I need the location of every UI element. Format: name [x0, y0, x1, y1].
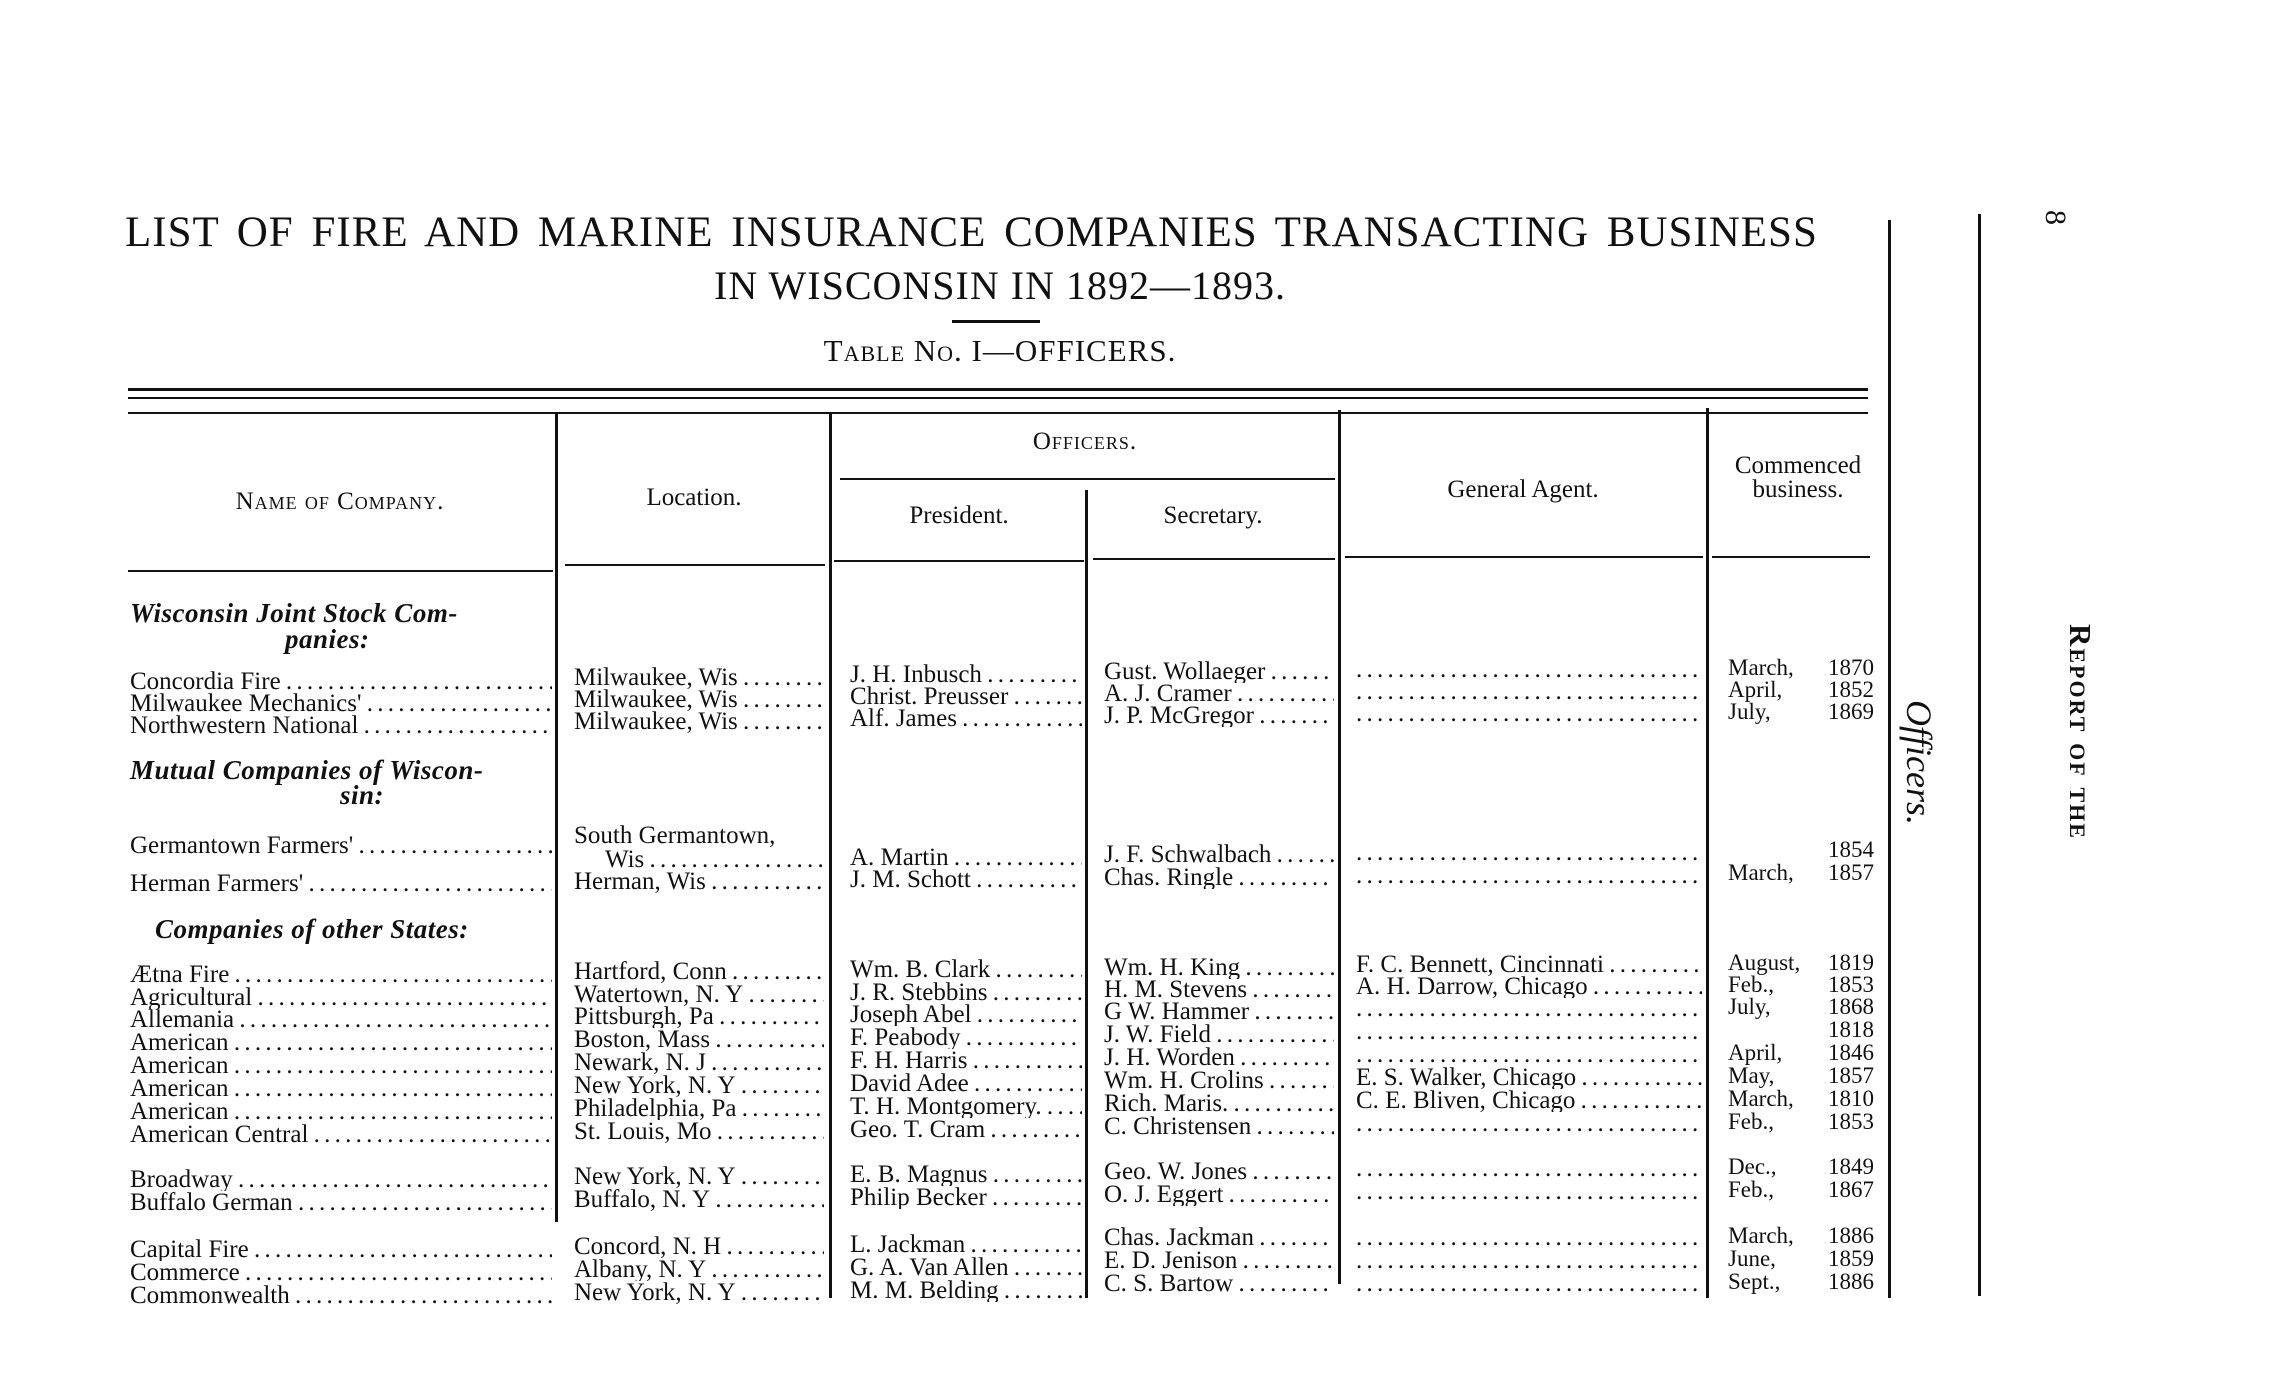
table-row-agent: A. H. Darrow, Chicago . . . — [1356, 975, 1702, 998]
table-row-president: J. R. Stebbins . . . — [850, 981, 1082, 1004]
table-row-president: Wm. B. Clark . . . — [850, 958, 1082, 981]
table-row-name: American . . . — [130, 1100, 552, 1123]
table-row-president: F. Peabody . . . — [850, 1026, 1082, 1049]
page-title-line2: IN WISCONSIN IN 1892—1893. — [714, 263, 1286, 308]
table-row-agent — [1356, 658, 1702, 681]
table-row-location: New York, N. Y . . . — [574, 1074, 824, 1097]
table-row-secretary: O. J. Eggert . . . — [1104, 1183, 1334, 1206]
table-row-location: Hartford, Conn . . . — [574, 960, 824, 983]
table-row-location: Herman, Wis . . . — [574, 870, 824, 893]
table-row-year: 1818 — [1828, 1017, 1874, 1042]
header-commenced-line2: business. — [1752, 476, 1844, 503]
table-row-president: M. M. Belding . . . — [850, 1279, 1082, 1302]
group-heading-mutual-cont: sin: — [340, 780, 385, 810]
table-row-secretary: E. D. Jenison . . . — [1104, 1249, 1334, 1272]
table-row-agent — [1356, 1157, 1702, 1180]
table-row-year: 1819 — [1828, 950, 1874, 975]
table-row-secretary: J. P. McGregor . . . — [1104, 704, 1334, 727]
header-rule-bottom-secretary — [1093, 558, 1335, 560]
table-row-location: Pittsburgh, Pa . . . — [574, 1005, 824, 1028]
table-row-secretary: G W. Hammer . . . — [1104, 1000, 1334, 1023]
header-name-of-company: Name of Company. — [235, 488, 445, 515]
table-row-month: April, — [1728, 677, 1783, 702]
table-row-agent — [1356, 1249, 1702, 1272]
table-row-president: Philip Becker . . . — [850, 1186, 1082, 1209]
table-row-month: July, — [1728, 994, 1771, 1019]
table-row-agent: C. E. Bliven, Chicago . . . — [1356, 1089, 1702, 1112]
table-row-secretary: Chas. Jackman . . . — [1104, 1226, 1334, 1249]
table-row-location: Watertown, N. Y . . . — [574, 983, 824, 1006]
header-rule-bottom-name — [128, 570, 553, 572]
group-heading-wisconsin-joint-stock-cont: panies: — [285, 624, 370, 654]
table-row-name: Commerce . . . — [130, 1261, 552, 1284]
table-row-president: Alf. James . . . — [850, 707, 1082, 730]
outer-margin-rule — [1978, 214, 1981, 1296]
table-row-month: Feb., — [1728, 1177, 1774, 1202]
table-row-year: 1854 — [1828, 837, 1874, 862]
table-row-name: Allemania . . . — [130, 1008, 552, 1031]
table-row-agent: F. C. Bennett, Cincinnati . . . — [1356, 953, 1702, 976]
table-row-year: 1810 — [1828, 1086, 1874, 1111]
table-row-agent — [1356, 864, 1702, 887]
header-commenced-line1: Commenced — [1734, 452, 1862, 479]
group-heading-wisconsin-joint-stock: Wisconsin Joint Stock Com- — [130, 598, 458, 628]
running-head-report: Report of the — [2063, 624, 2098, 840]
header-officers: Officers. — [1032, 428, 1138, 455]
table-row-secretary: Geo. W. Jones . . . — [1104, 1160, 1334, 1183]
table-row-president: G. A. Van Allen . . . — [850, 1256, 1082, 1279]
group-heading-mutual: Mutual Companies of Wiscon- — [130, 755, 484, 785]
table-row-month: March, — [1728, 655, 1794, 680]
table-row-secretary: J. H. Worden . . . — [1104, 1046, 1334, 1069]
table-row-month: Feb., — [1728, 1109, 1774, 1134]
table-row-president: T. H. Montgomery. . . . — [850, 1095, 1082, 1118]
table-row-secretary: Wm. H. King . . . — [1104, 956, 1334, 979]
table-row-location: Milwaukee, Wis . . . — [574, 666, 824, 689]
table-row-agent — [1356, 1272, 1702, 1295]
table-row-year: 1846 — [1828, 1040, 1874, 1065]
officers-span-rule — [840, 478, 1335, 480]
table-row-name: Ætna Fire . . . — [130, 963, 552, 986]
table-row-agent — [1356, 680, 1702, 703]
top-double-rule-2 — [128, 397, 1868, 399]
header-secretary: Secretary. — [1163, 502, 1263, 529]
header-president: President. — [909, 502, 1009, 529]
table-row-name: American . . . — [130, 1031, 552, 1054]
table-row-president: David Adee . . . — [850, 1072, 1082, 1095]
table-row-secretary: J. F. Schwalbach . . . — [1104, 843, 1334, 866]
table-row-name: American . . . — [130, 1054, 552, 1077]
group-heading-other-states: Companies of other States: — [155, 914, 469, 944]
table-row-location: New York, N. Y . . . — [574, 1165, 824, 1188]
table-row-year: 1869 — [1828, 699, 1874, 724]
top-double-rule-1 — [128, 388, 1868, 391]
table-row-year: 1886 — [1828, 1269, 1874, 1294]
header-general-agent: General Agent. — [1447, 476, 1599, 503]
col-divider-name — [555, 414, 558, 1222]
table-row-secretary: H. M. Stevens . . . — [1104, 978, 1334, 1001]
table-row-month: Dec., — [1728, 1154, 1777, 1179]
table-row-location: New York, N. Y . . . — [574, 1281, 824, 1304]
table-row-year: 1853 — [1828, 972, 1874, 997]
table-row-name: Broadway . . . — [130, 1168, 552, 1191]
table-row-year: 1853 — [1828, 1109, 1874, 1134]
table-row-president: Joseph Abel . . . — [850, 1003, 1082, 1026]
table-row-location: Albany, N. Y . . . — [574, 1258, 824, 1281]
side-caption-officers: Officers. — [1899, 700, 1939, 825]
table-row-month: June, — [1728, 1246, 1776, 1271]
table-row-secretary: Rich. Maris. . . . — [1104, 1092, 1334, 1115]
table-row-location: Buffalo, N. Y . . . — [574, 1188, 824, 1211]
table-row-agent — [1356, 702, 1702, 725]
table-row-location: St. Louis, Mo . . . — [574, 1120, 824, 1143]
table-row-name: Northwestern National . . . — [130, 714, 552, 737]
table-subtitle: Table No. I—OFFICERS. — [823, 333, 1177, 368]
table-row-month: July, — [1728, 699, 1771, 724]
col-divider-right — [1888, 220, 1891, 1298]
table-row-name: Germantown Farmers' . . . — [130, 834, 552, 857]
table-row-name: Capital Fire . . . — [130, 1238, 552, 1261]
table-row-location: Milwaukee, Wis . . . — [574, 710, 824, 733]
table-row-year: 1868 — [1828, 994, 1874, 1019]
table-row-month: August, — [1728, 950, 1801, 975]
header-location: Location. — [646, 484, 742, 511]
table-row-secretary: Wm. H. Crolins . . . — [1104, 1069, 1334, 1092]
col-divider-location — [829, 414, 832, 1298]
header-rule-top — [128, 412, 1868, 414]
table-row-agent — [1356, 1020, 1702, 1043]
header-rule-bottom-commenced — [1712, 556, 1870, 558]
page-number: 8 — [2039, 210, 2072, 225]
table-row-month: Feb., — [1728, 972, 1774, 997]
table-row-name: Buffalo German . . . — [130, 1191, 552, 1214]
table-row-location: Philadelphia, Pa . . . — [574, 1097, 824, 1120]
header-rule-bottom-agent — [1345, 556, 1703, 558]
table-row-location: Milwaukee, Wis . . . — [574, 688, 824, 711]
table-row-name: Agricultural . . . — [130, 986, 552, 1009]
table-row-agent — [1356, 1226, 1702, 1249]
page-title: LIST OF FIRE AND MARINE INSURANCE COMPANIES TRANSACTING BUSINESS — [125, 209, 1818, 256]
title-divider — [952, 320, 1040, 323]
table-row-year: 1857 — [1828, 860, 1874, 885]
table-row-president: Geo. T. Cram . . . — [850, 1118, 1082, 1141]
col-divider-secretary — [1338, 410, 1341, 1284]
table-row-location-line1: South Germantown, — [574, 824, 776, 847]
header-rule-bottom-president — [834, 560, 1084, 562]
table-row-president: L. Jackman . . . — [850, 1233, 1082, 1256]
table-row-name: American . . . — [130, 1077, 552, 1100]
table-row-year: 1870 — [1828, 655, 1874, 680]
table-row-location: Boston, Mass . . . — [574, 1028, 824, 1051]
table-row-month: April, — [1728, 1040, 1783, 1065]
header-rule-bottom-location — [565, 564, 825, 566]
table-row-location: Newark, N. J . . . — [574, 1051, 824, 1074]
table-row-location: Wis . . . — [605, 848, 824, 871]
table-row-agent: E. S. Walker, Chicago . . . — [1356, 1066, 1702, 1089]
table-row-secretary: A. J. Cramer . . . — [1104, 682, 1334, 705]
table-row-secretary: J. W. Field . . . — [1104, 1023, 1334, 1046]
table-row-month: March, — [1728, 1223, 1794, 1248]
table-row-name: American Central . . . — [130, 1123, 552, 1146]
table-row-location: Concord, N. H . . . — [574, 1235, 824, 1258]
table-row-secretary: C. Christensen . . . — [1104, 1115, 1334, 1138]
table-row-secretary: Chas. Ringle . . . — [1104, 866, 1334, 889]
table-row-agent — [1356, 997, 1702, 1020]
table-row-month: May, — [1728, 1063, 1775, 1088]
table-row-month: Sept., — [1728, 1269, 1781, 1294]
table-row-year: 1852 — [1828, 677, 1874, 702]
table-row-name: Commonwealth . . . — [130, 1284, 552, 1307]
col-divider-president — [1085, 490, 1088, 1298]
table-row-president: E. B. Magnus . . . — [850, 1163, 1082, 1186]
table-row-agent — [1356, 841, 1702, 864]
table-row-year: 1849 — [1828, 1154, 1874, 1179]
table-row-president: F. H. Harris . . . — [850, 1049, 1082, 1072]
table-row-year: 1857 — [1828, 1063, 1874, 1088]
table-row-president: Christ. Preusser . . . — [850, 685, 1082, 708]
table-row-agent — [1356, 1180, 1702, 1203]
table-row-month: March, — [1728, 860, 1794, 885]
table-row-name: Concordia Fire . . . — [130, 670, 552, 693]
table-row-year: 1886 — [1828, 1223, 1874, 1248]
table-row-year: 1867 — [1828, 1177, 1874, 1202]
table-row-name: Milwaukee Mechanics' . . . — [130, 692, 552, 715]
table-row-year: 1859 — [1828, 1246, 1874, 1271]
table-row-secretary: Gust. Wollaeger . . . — [1104, 660, 1334, 683]
table-row-president: A. Martin . . . — [850, 846, 1082, 869]
col-divider-agent — [1706, 408, 1709, 1298]
table-row-president: J. M. Schott . . . — [850, 868, 1082, 891]
table-row-secretary: C. S. Bartow . . . — [1104, 1272, 1334, 1295]
table-row-agent — [1356, 1112, 1702, 1135]
table-row-name: Herman Farmers' . . . — [130, 872, 552, 895]
table-row-agent — [1356, 1043, 1702, 1066]
table-row-president: J. H. Inbusch . . . — [850, 663, 1082, 686]
table-row-month: March, — [1728, 1086, 1794, 1111]
